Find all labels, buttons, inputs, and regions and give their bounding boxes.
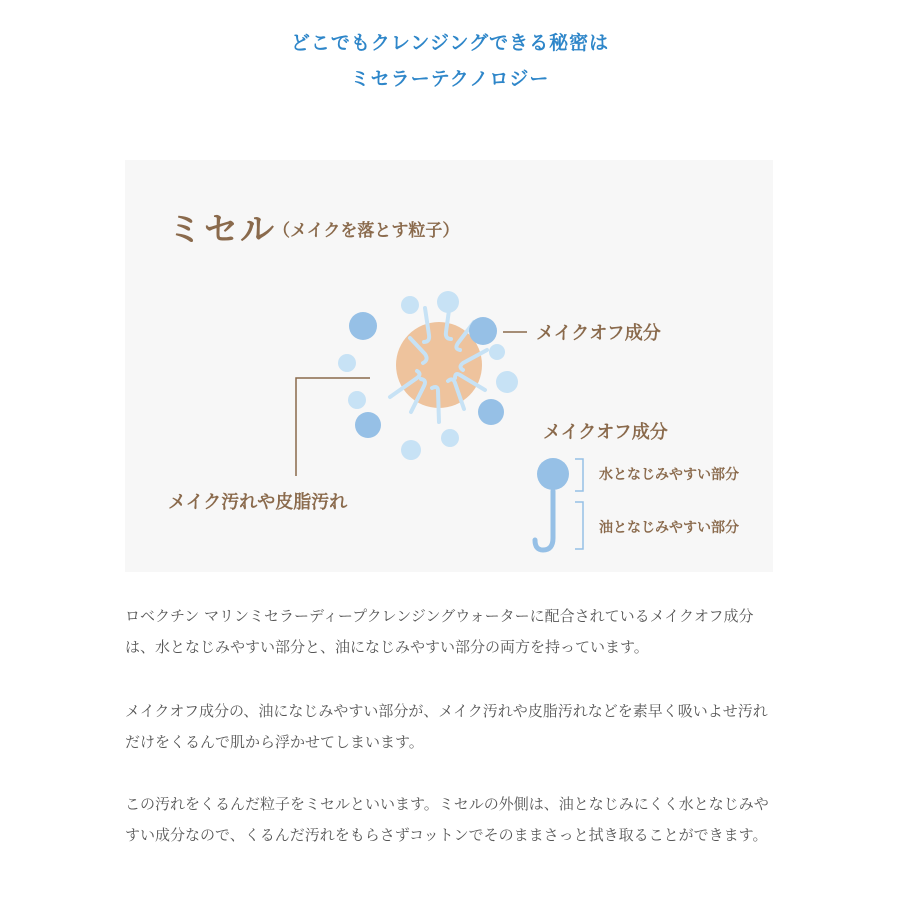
heading-line-2: ミセラーテクノロジー xyxy=(350,68,550,90)
head-dark xyxy=(469,317,497,345)
makeoff-component-label: メイクオフ成分 xyxy=(536,323,661,344)
legend-molecule xyxy=(535,458,569,550)
water-bracket xyxy=(575,459,583,491)
water-part-label: 水となじみやすい部分 xyxy=(599,467,739,483)
head-light xyxy=(496,371,518,393)
oil-bracket xyxy=(575,502,583,549)
micelle-diagram-panel xyxy=(125,160,773,572)
head-light xyxy=(338,354,356,372)
oil-part-label: 油となじみやすい部分 xyxy=(599,520,739,536)
head-dark xyxy=(349,312,377,340)
paragraph-3: この汚れをくるんだ粒子をミセルといいます。ミセルの外側は、油となじみにくく水となじみやすい成分なので、くるんだ汚れをもらさずコットンでそのままさっと拭き取ることができます。 xyxy=(125,795,769,844)
micelle-subtitle: （メイクを落とす粒子） xyxy=(273,221,460,241)
micelle-title: ミセル xyxy=(168,210,276,250)
head-light xyxy=(489,344,505,360)
paragraph-2: メイクオフ成分の、油になじみやすい部分が、メイク汚れや皮脂汚れなどを素早く吸いよせ汚れだけをくるんで肌から浮かせてしまいます。 xyxy=(125,702,768,751)
legend-title: メイクオフ成分 xyxy=(543,422,668,443)
legend-tail-icon xyxy=(535,491,553,550)
head-light xyxy=(401,296,419,314)
head-light xyxy=(401,440,421,460)
paragraph-1: ロベクチン マリンミセラーディープクレンジングウォーターに配合されているメイクオフ成分は、水となじみやすい部分と、油になじみやすい部分の両方を持っています。 xyxy=(125,607,754,656)
head-light xyxy=(348,391,366,409)
heading-line-1: どこでもクレンジングできる秘密は xyxy=(290,32,610,54)
head-dark xyxy=(478,399,504,425)
head-dark xyxy=(355,412,381,438)
legend-head-icon xyxy=(537,458,569,490)
head-light xyxy=(437,291,459,313)
head-light xyxy=(441,429,459,447)
dirt-label: メイク汚れや皮脂汚れ xyxy=(168,492,348,513)
